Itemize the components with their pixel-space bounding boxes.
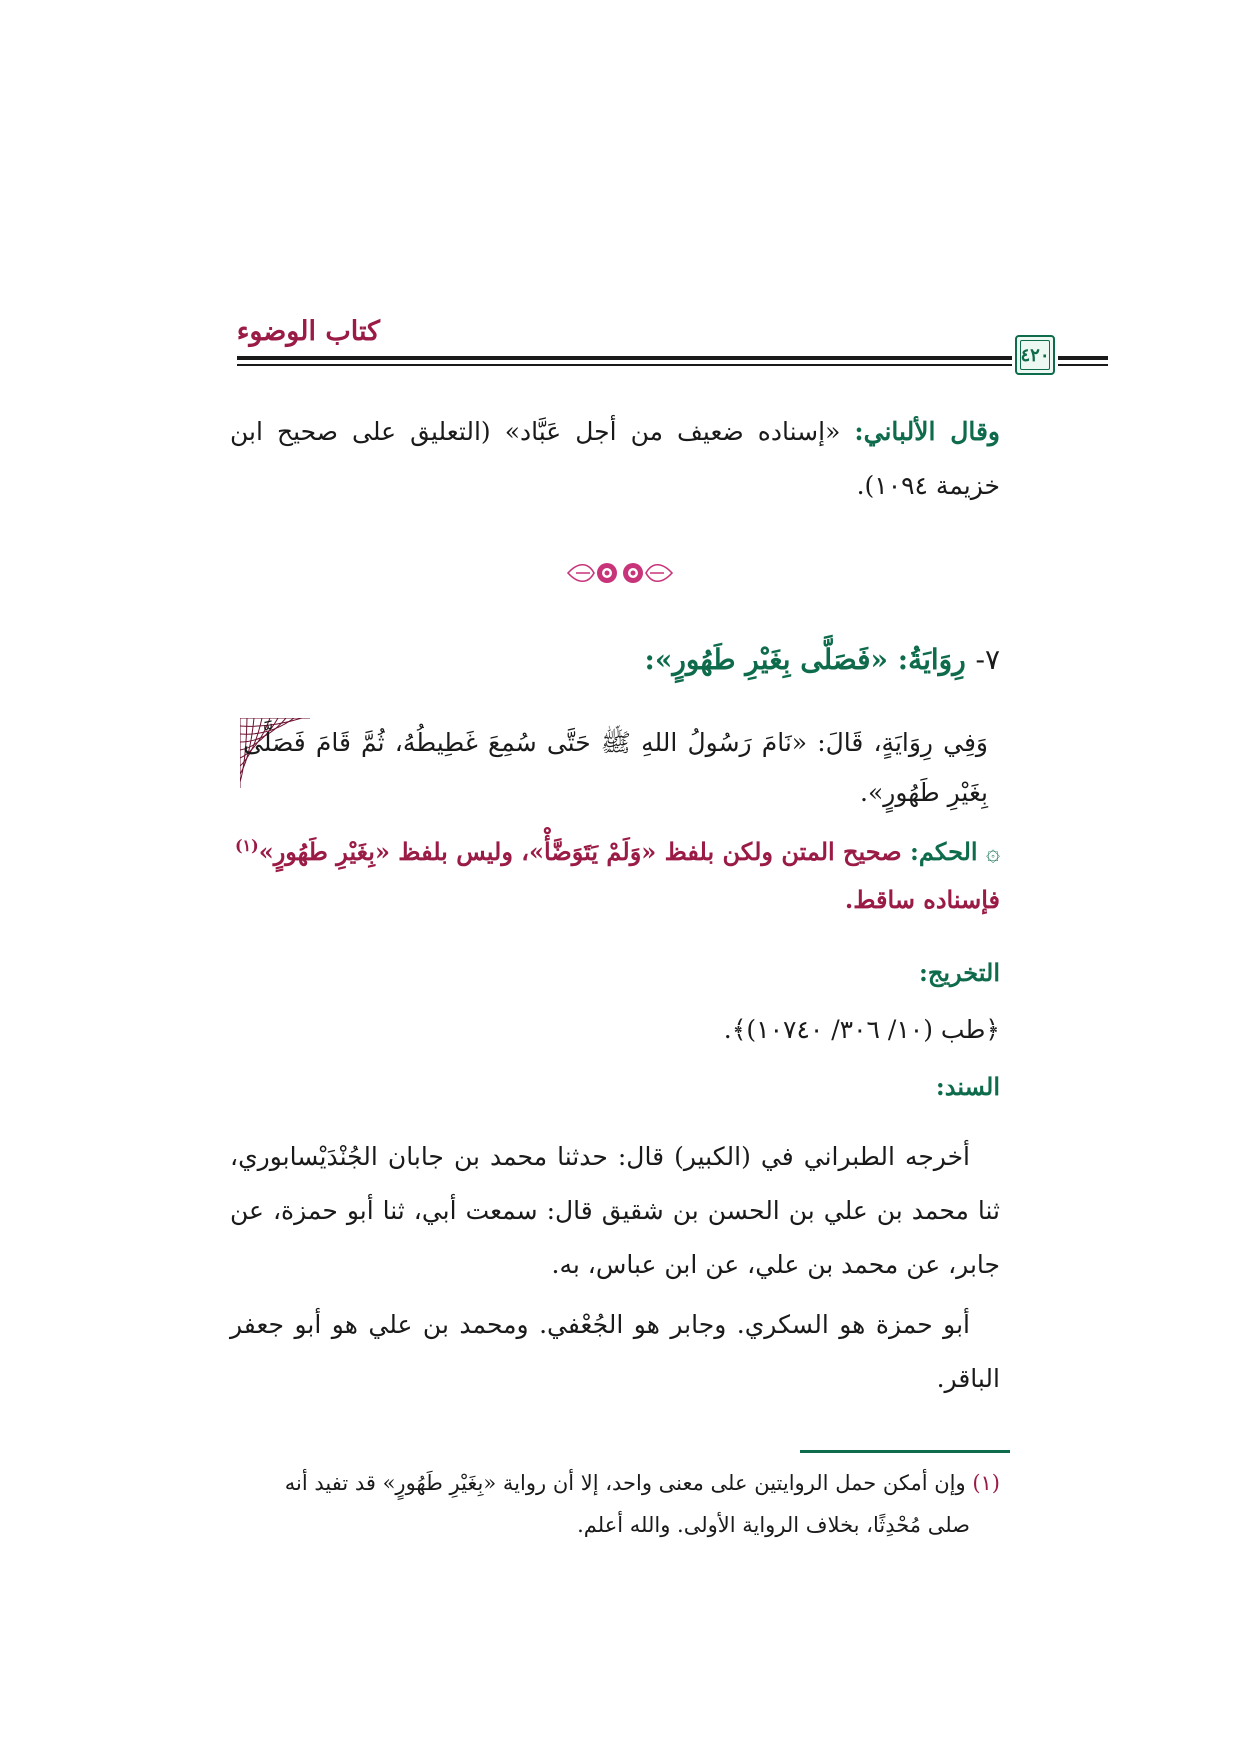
footnote-line2: صلى مُحْدِثًا، بخلاف الرواية الأولى. والله أعلم.: [577, 1513, 970, 1537]
header-rule: [237, 364, 1012, 366]
takhrij-reference: ﴿طب (١٠/ ٣٠٦/ ١٠٧٤٠)﴾.: [723, 1015, 1000, 1044]
footnote-divider: [800, 1450, 1010, 1453]
footnote-number: (١): [972, 1471, 1000, 1495]
section-number: ٧-: [975, 643, 1000, 676]
section-title: رِوَايَةُ: «فَصَلَّى بِغَيْرِ طَهُورٍ»:: [644, 643, 966, 676]
ruling-paragraph: [225, 822, 1000, 924]
takhrij-label: التخريج:: [919, 958, 1000, 987]
header-rule: [1058, 364, 1108, 366]
hadith-quote: وَفِي رِوَايَةٍ، قَالَ: «نَامَ رَسُولُ اللهِ ﷺ حَتَّى سُمِعَ غَطِيطُهُ، ثُمَّ قَامَ فَصَلَّى بِغَيْرِ طَهُورٍ».: [243, 728, 988, 807]
header-rule: [237, 356, 1012, 360]
floral-divider-icon: [560, 558, 680, 588]
ruling-conclusion: فإسناده ساقط.: [844, 885, 1000, 914]
footnote-line1: وإن أمكن حمل الروايتين على معنى واحد، إلا أن رواية «بِغَيْرِ طَهُورٍ» قد تفيد أنه: [284, 1471, 973, 1495]
albani-paragraph: [230, 405, 1000, 513]
section-heading: [200, 643, 1000, 676]
albani-label: وقال الألباني:: [854, 417, 1001, 446]
page-number: ٤٢٠: [1020, 344, 1050, 366]
gear-flower-icon: ۞: [985, 838, 1000, 866]
sanad-label: السند:: [935, 1072, 1000, 1101]
ruling-text: صحيح المتن ولكن بلفظ «وَلَمْ يَتَوَضَّأْ»، وليس بلفظ «بِغَيْرِ طَهُورٍ»: [258, 837, 911, 866]
albani-text: «إسناده ضعيف من أجل عَبَّاد» (التعليق على صحيح ابن خزيمة ١٠٩٤).: [230, 417, 1000, 500]
page-number-badge: [1015, 335, 1055, 375]
footnote-ref[interactable]: (١): [234, 836, 259, 855]
ruling-label: الحكم:: [910, 837, 978, 866]
footnote: [225, 1462, 1000, 1546]
header-rule: [1058, 356, 1108, 360]
sanad-paragraph: أخرجه الطبراني في (الكبير) قال: حدثنا محمد بن جابان الجُنْدَيْسابوري، ثنا محمد بن علي بن الحسن بن شقيق قال: سمعت أبي، ثنا أبو حمزة، عن جابر، عن محمد بن علي، عن ابن عباس، به.: [230, 1142, 1000, 1279]
narrators-paragraph: أبو حمزة هو السكري. وجابر هو الجُعْفي. ومحمد بن علي هو أبو جعفر الباقر.: [230, 1310, 1000, 1393]
book-title: كتاب الوضوء: [236, 316, 380, 347]
